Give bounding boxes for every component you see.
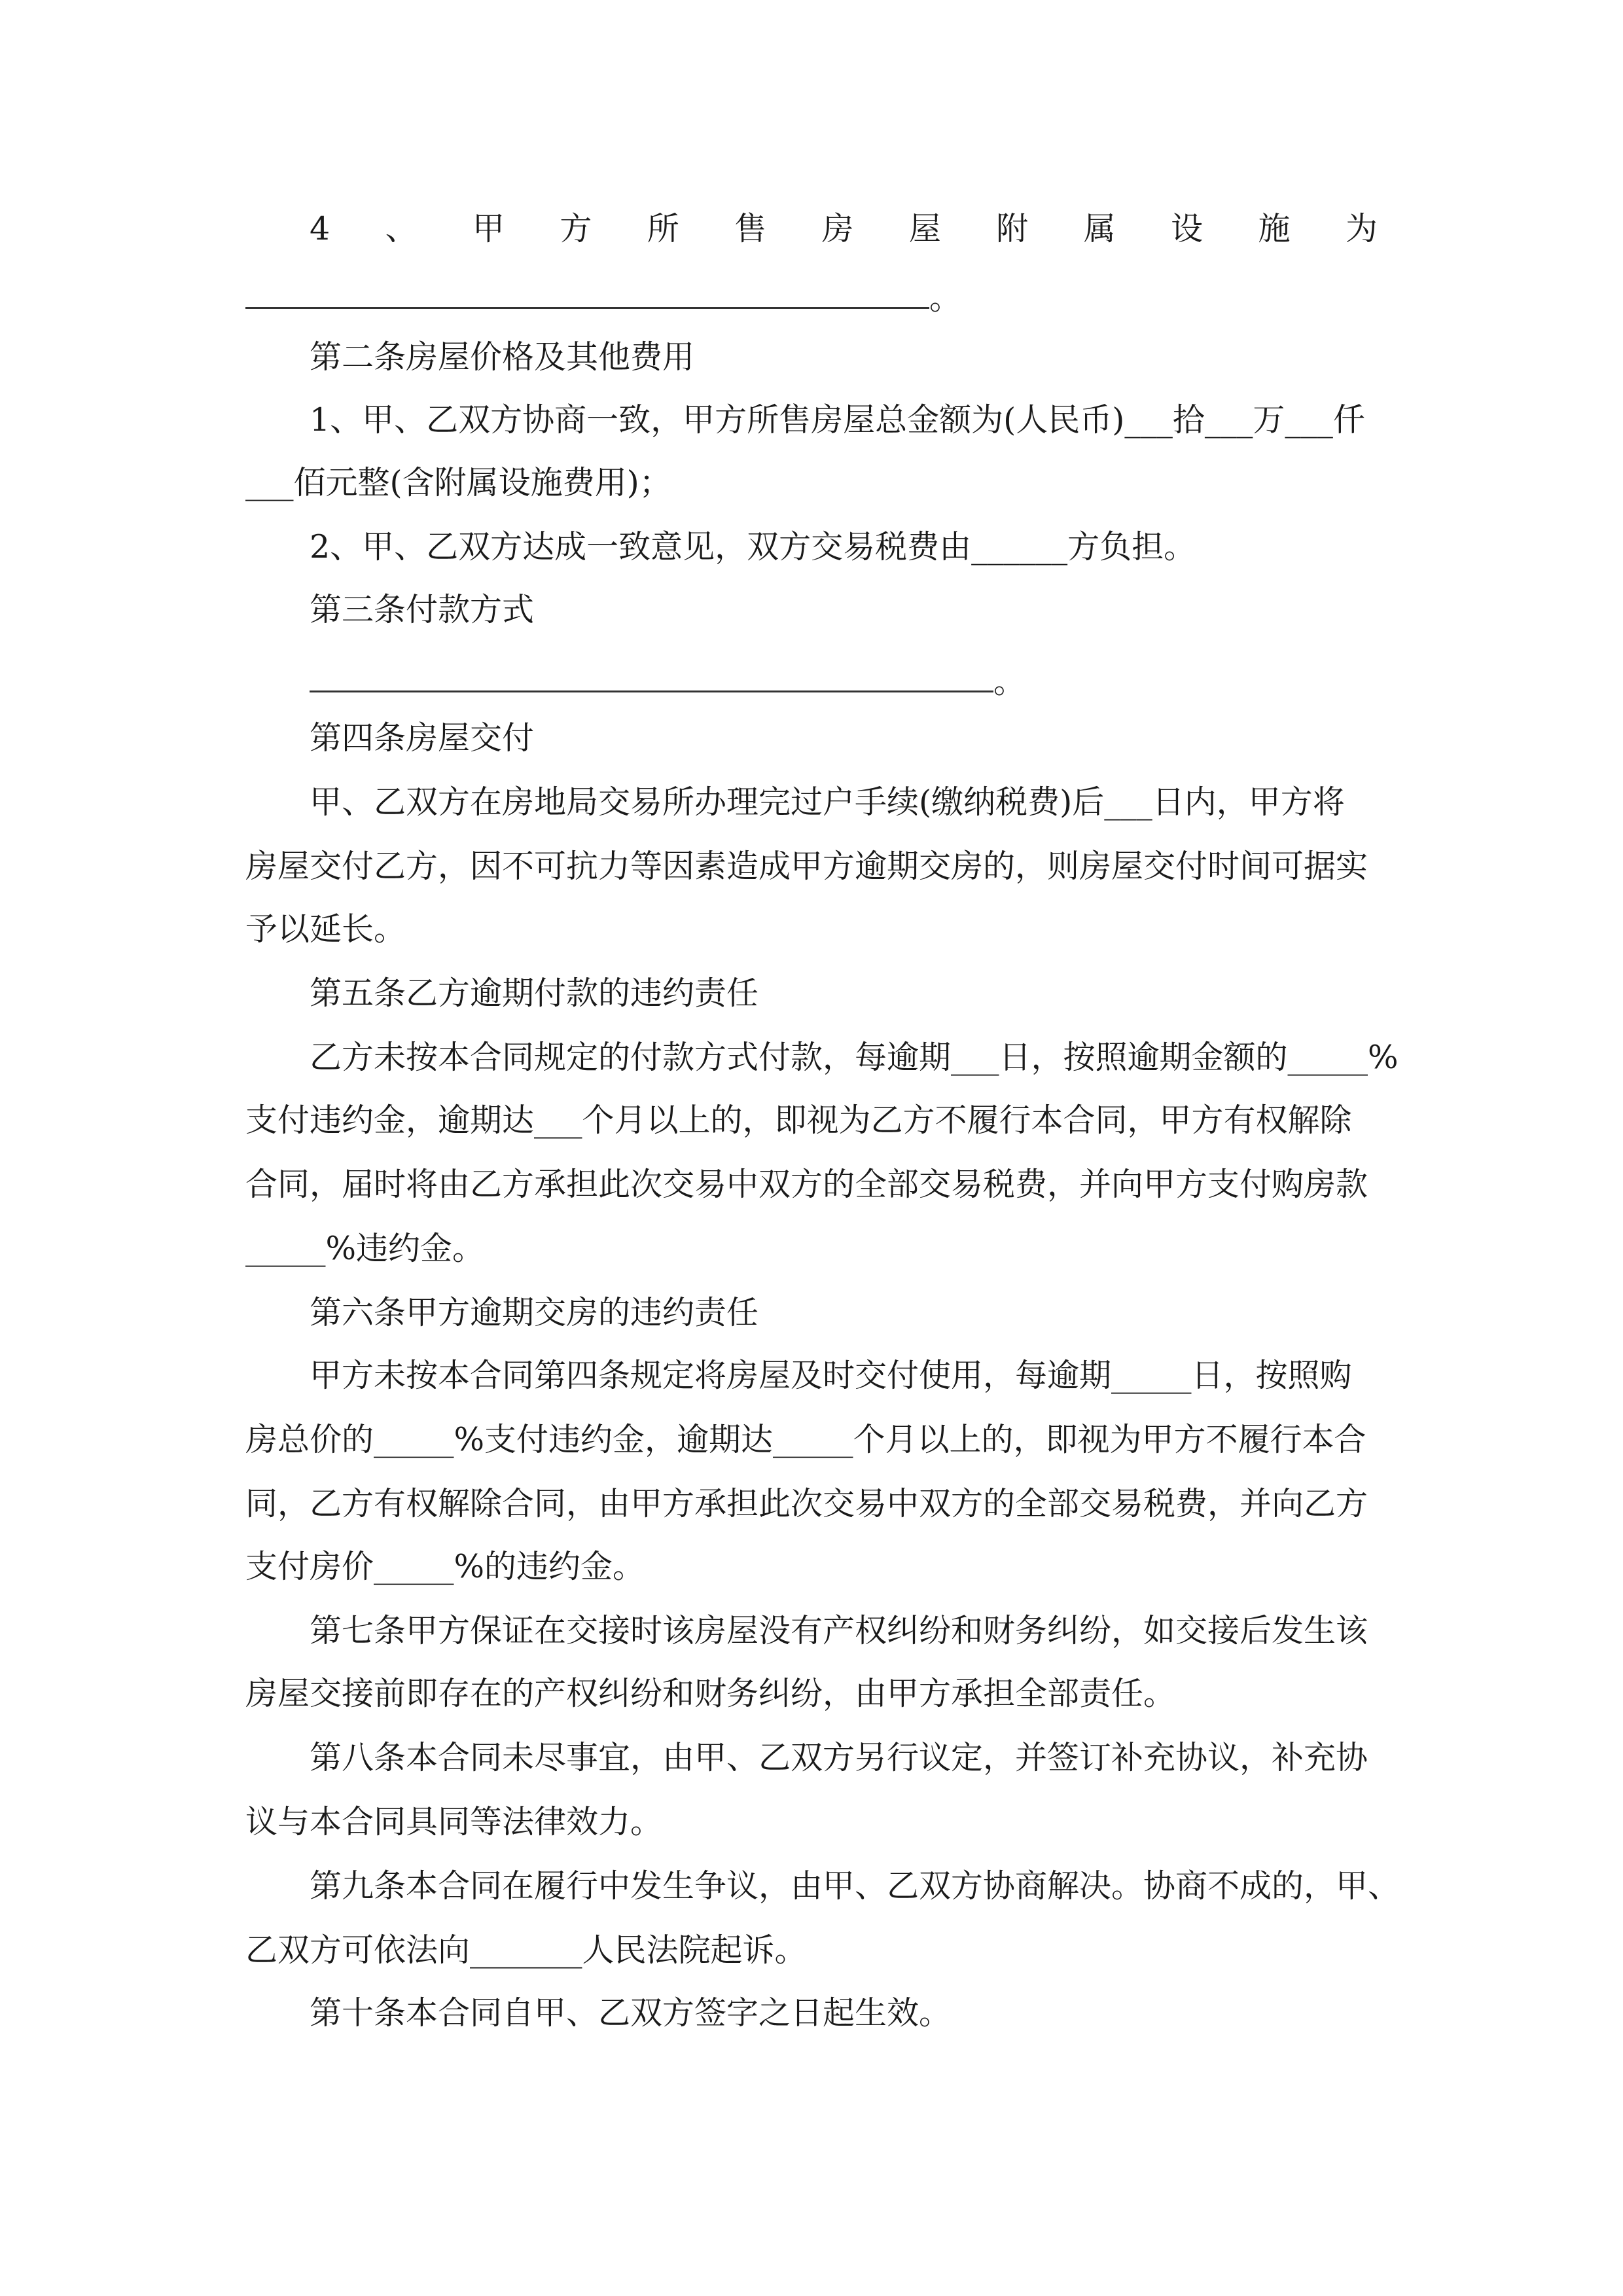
item4-char: 属 <box>1083 210 1116 247</box>
art2-p2: 2、甲、乙双方达成一致意见，双方交易税费由______方负担。 <box>310 528 1196 565</box>
item4-char: 施 <box>1258 210 1291 247</box>
item4-char: 甲 <box>472 210 505 247</box>
item4-char: 售 <box>734 210 767 247</box>
item4-char: 附 <box>996 210 1029 247</box>
art9-line1: 第九条本合同在履行中发生争议，由甲、乙双方协商解决。协商不成的，甲、 <box>310 1867 1400 1905</box>
art7-line2: 房屋交接前即存在的产权纠纷和财务纠纷，由甲方承担全部责任。 <box>245 1675 1176 1712</box>
art7-line1: 第七条甲方保证在交接时该房屋没有产权纠纷和财务纠纷，如交接后发生该 <box>310 1612 1368 1649</box>
item4-char: 为 <box>1345 210 1378 247</box>
item4-char: 所 <box>647 210 679 247</box>
art5-line2: 支付违约金，逾期达___个月以上的，即视为乙方不履行本合同，甲方有权解除 <box>245 1102 1352 1139</box>
item4-char: 、 <box>385 210 418 247</box>
art4-title: 第四条房屋交付 <box>310 719 535 757</box>
art2-p1-line1: 1、甲、乙双方协商一致，甲方所售房屋总金额为(人民币)___拾___万___仟 <box>310 401 1365 439</box>
item4-blank <box>245 281 929 309</box>
art4-line1: 甲、乙双方在房地局交易所办理完过户手续(缴纳税费)后___日内，甲方将 <box>310 783 1345 821</box>
art6-line2: 房总价的_____%支付违约金，逾期达_____个月以上的，即视为甲方不履行本合 <box>245 1421 1366 1458</box>
art6-line4: 支付房价_____%的违约金。 <box>245 1548 645 1585</box>
art8-line2: 议与本合同具同等法律效力。 <box>245 1803 663 1840</box>
art2-title: 第二条房屋价格及其他费用 <box>310 338 695 376</box>
art5-title: 第五条乙方逾期付款的违约责任 <box>310 975 759 1012</box>
art4-line2: 房屋交付乙方，因不可抗力等因素造成甲方逾期交房的，则房屋交付时间可据实 <box>245 848 1368 885</box>
item4-line <box>310 198 1378 260</box>
item4-char: 屋 <box>908 210 941 247</box>
art3-blank-row <box>310 651 1026 713</box>
art5-line1: 乙方未按本合同规定的付款方式付款，每逾期___日，按照逾期金额的_____% <box>310 1039 1399 1076</box>
item4-end: 。 <box>929 279 962 317</box>
item4-blank-row <box>245 267 961 330</box>
art6-title: 第六条甲方逾期交房的违约责任 <box>310 1294 759 1331</box>
art6-line3: 同，乙方有权解除合同，由甲方承担此次交易中双方的全部交易税费，并向乙方 <box>245 1485 1368 1522</box>
item4-spread <box>310 198 1378 260</box>
art5-line3: 合同，届时将由乙方承担此次交易中双方的全部交易税费，并向甲方支付购房款 <box>245 1166 1368 1203</box>
art3-title: 第三条付款方式 <box>310 591 535 628</box>
art3-blank <box>310 664 993 692</box>
art9-line2: 乙双方可依法向_______人民法院起诉。 <box>245 1931 807 1969</box>
item4-char: 设 <box>1171 210 1204 247</box>
art5-line4: _____%违约金。 <box>245 1230 485 1267</box>
item4-char: 房 <box>821 210 854 247</box>
art6-line1: 甲方未按本合同第四条规定将房屋及时交付使用，每逾期_____日，按照购 <box>310 1357 1352 1394</box>
art8-line1: 第八条本合同未尽事宜，由甲、乙双方另行议定，并签订补充协议，补充协 <box>310 1739 1368 1776</box>
art10-line1: 第十条本合同自甲、乙双方签字之日起生效。 <box>310 1994 952 2032</box>
item4-char: 方 <box>560 210 592 247</box>
art2-p1-line2: ___佰元整(含附属设施费用)； <box>245 464 671 501</box>
art3-end: 。 <box>993 663 1026 700</box>
item4-char: 4 <box>310 210 330 247</box>
art4-line3: 予以延长。 <box>245 910 406 948</box>
